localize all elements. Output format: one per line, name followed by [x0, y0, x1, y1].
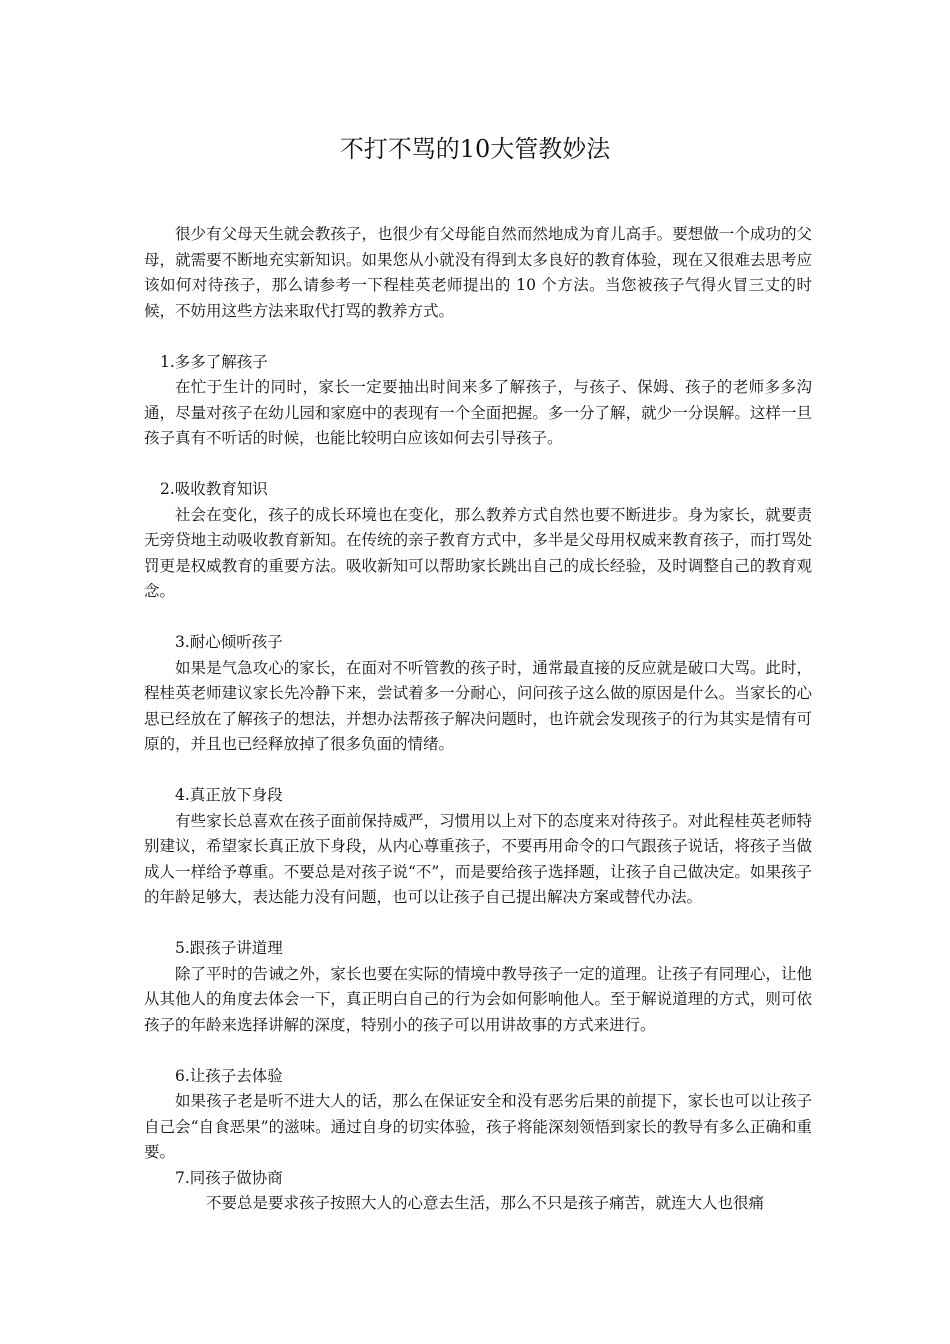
section-text-6: 如果孩子老是听不进大人的话，那么在保证安全和没有恶劣后果的前提下，家长也可以让孩子自己会“自食恶果”的滋味。通过自身的切实体验，孩子将能深刻领悟到家长的教导有多么正确和重要。 — [144, 1092, 812, 1161]
section-text-3: 如果是气急攻心的家长，在面对不听管教的孩子时，通常最直接的反应就是破口大骂。此时，程桂英老师建议家长先冷静下来，尝试着多一分耐心，问问孩子这么做的原因是什么。当家长的心思已经放在了解孩子的想法，并想办法帮孩子解决问题时，也许就会发现孩子的行为其实是情有可原的，并且也已经释放掉了很多负面的情绪。 — [144, 658, 812, 753]
section-heading-2: 2.吸收教育知识 — [160, 480, 268, 498]
section-text-5: 除了平时的告诫之外，家长也要在实际的情境中教导孩子一定的道理。让孩子有同理心，让他从其他人的角度去体会一下，真正明白自己的行为会如何影响他人。至于解说道理的方式，则可依孩子的年龄来选择讲解的深度，特别小的孩子可以用讲故事的方式来进行。 — [144, 964, 812, 1034]
section-heading-5: 5.跟孩子讲道理 — [175, 939, 283, 957]
section-heading-3: 3.耐心倾听孩子 — [175, 633, 283, 651]
section-heading-6: 6.让孩子去体验 — [175, 1066, 283, 1085]
section-text-2: 社会在变化，孩子的成长环境也在变化，那么教养方式自然也要不断进步。身为家长，就要责无旁贷地主动吸收教育新知。在传统的亲子教育方式中，多半是父母用权威来教育孩子，而打骂处罚更是权威教育的重要方法。吸收新知可以帮助家长跳出自己的成长经验，及时调整自己的教育观念。 — [144, 505, 812, 600]
document-title: 不打不骂的10大管教妙法 — [339, 135, 611, 163]
section-heading-4: 4.真正放下身段 — [175, 786, 283, 804]
section-text-1: 在忙于生计的同时，家长一定要抽出时间来多了解孩子，与孩子、保姆、孩子的老师多多沟通，尽量对孩子在幼儿园和家庭中的表现有一个全面把握。多一分了解，就少一分误解。这样一旦孩子真有不听话的时候，也能比较明白应该如何去引导孩子。 — [144, 378, 812, 447]
intro-paragraph: 很少有父母天生就会教孩子，也很少有父母能自然而然地成为育儿高手。要想做一个成功的父母，就需要不断地充实新知识。如果您从小就没有得到太多良好的教育体验，现在又很难去思考应该如何对待孩子，那么请参考一下程桂英老师提出的 10 个方法。当您被孩子气得火冒三丈的时候，不妨用这些方法来取代打骂的教养方式。 — [144, 225, 812, 320]
document-body — [144, 222, 812, 1217]
section-heading-1: 1.多多了解孩子 — [160, 352, 268, 371]
section-heading-7: 7.同孩子做协商 — [175, 1168, 283, 1187]
section-text-7: 不要总是要求孩子按照大人的心意去生活，那么不只是孩子痛苦，就连大人也很痛 — [206, 1194, 765, 1212]
section-text-4: 有些家长总喜欢在孩子面前保持威严，习惯用以上对下的态度来对待孩子。对此程桂英老师特别建议，希望家长真正放下身段，从内心尊重孩子，不要再用命令的口气跟孩子说话，将孩子当做成人一样给予尊重。不要总是对孩子说“不”，而是要给孩子选择题，让孩子自己做决定。如果孩子的年龄足够大，表达能力没有问题，也可以让孩子自己提出解决方案或替代办法。 — [144, 811, 812, 906]
